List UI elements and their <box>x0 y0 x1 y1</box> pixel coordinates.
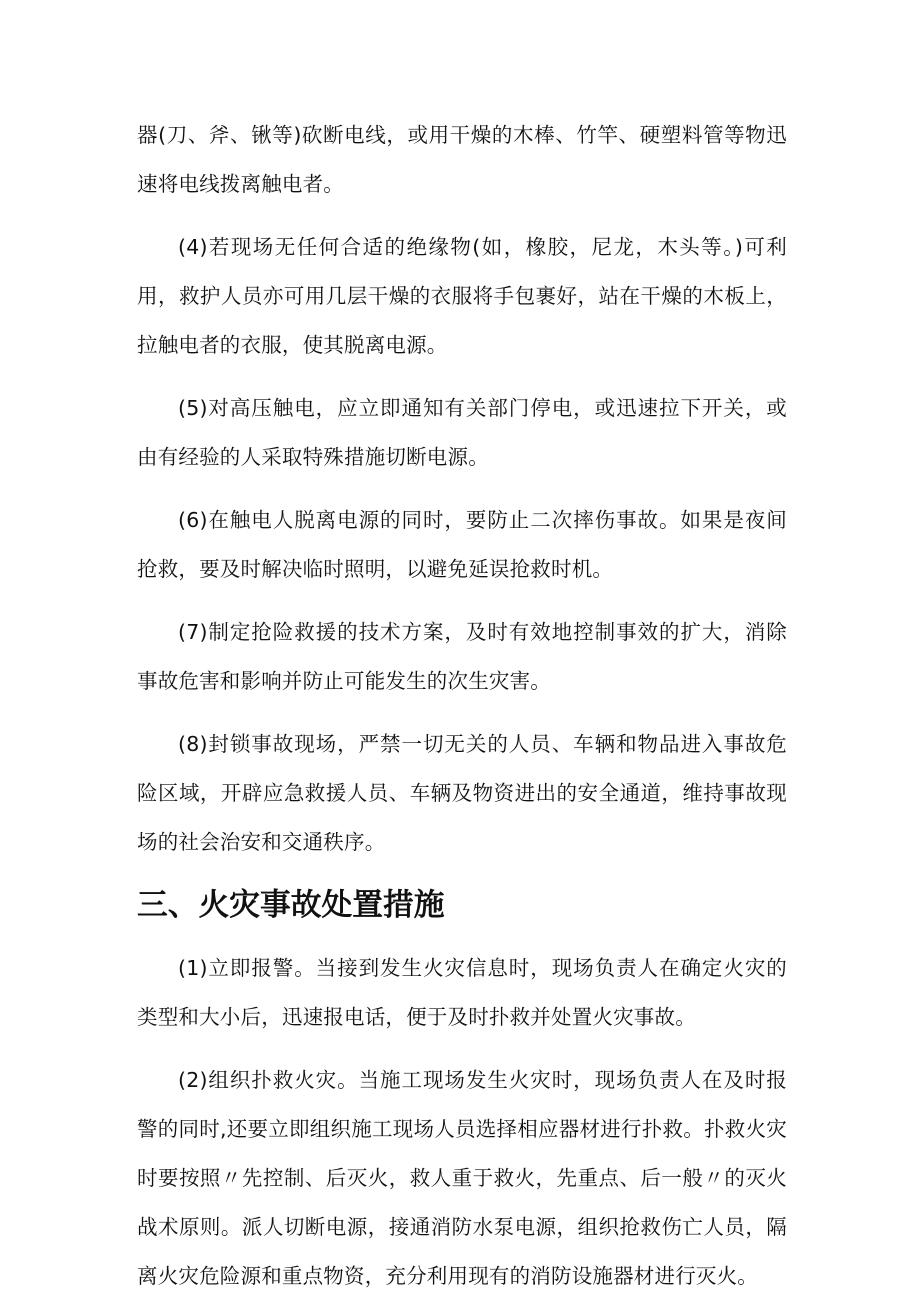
paragraph-item-6: (6)在触电人脱离电源的同时，要防止二次摔伤事故。如果是夜间抢救，要及时解决临时照明，以避免延误抢救时机。 <box>137 508 787 581</box>
document-body <box>137 111 787 1315</box>
paragraph-fire-2: (2)组织扑救火灾。当施工现场发生火灾时，现场负责人在及时报警的同时,还要立即组织施工现场人员选择相应器材进行扑救。扑救火灾时要按照〃先控制、后灭火，救人重于救火，先重点、后一般〃的灭火战术原则。派人切断电源，接通消防水泵电源，组织抢救伤亡人员，隔离火灾危险源和重点物资，充分利用现有的消防设施器材进行灭火。 <box>137 1068 787 1288</box>
paragraph-item-4: (4)若现场无任何合适的绝缘物(如，橡胶，尼龙，木头等。)可利用，救护人员亦可用几层干燥的衣服将手包裹好，站在干燥的木板上，拉触电者的衣服，使其脱离电源。 <box>137 235 787 357</box>
paragraph-continuation: 器(刀、斧、锹等)砍断电线，或用干燥的木棒、竹竿、硬塑料管等物迅速将电线拨离触电者。 <box>137 123 787 196</box>
paragraph-item-5: (5)对高压触电，应立即通知有关部门停电，或迅速拉下开关，或由有经验的人采取特殊措施切断电源。 <box>137 396 787 469</box>
section-heading-fire: 三、火灾事故处置措施 <box>137 887 445 923</box>
paragraph-item-8: (8)封锁事故现场，严禁一切无关的人员、车辆和物品进入事故危险区域，开辟应急救援人员、车辆及物资进出的安全通道，维持事故现场的社会治安和交通秩序。 <box>137 732 787 854</box>
paragraph-fire-1: (1)立即报警。当接到发生火灾信息时，现场负责人在确定火灾的类型和大小后，迅速报电话，便于及时扑救并处置火灾事故。 <box>137 956 787 1029</box>
paragraph-item-7: (7)制定抢险救援的技术方案，及时有效地控制事效的扩大，消除事故危害和影响并防止可能发生的次生灾害。 <box>137 620 787 693</box>
